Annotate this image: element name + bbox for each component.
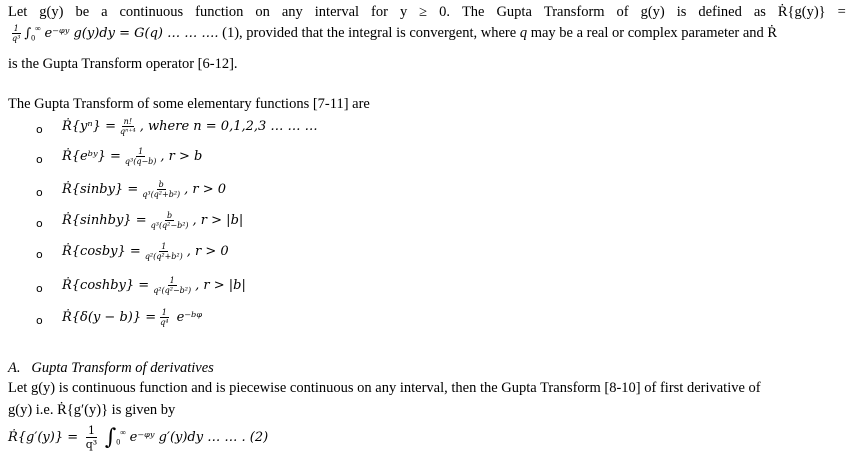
para1-word: Transform (543, 4, 605, 20)
para1-word: 0. (439, 4, 450, 20)
transform-item (62, 308, 202, 327)
section-text-1: Let g(y) is continuous function and is piecewise continuous on any interval, then the Gupta Transform [8-10] of first derivative of (8, 380, 761, 396)
para1-word: g(y) (640, 4, 665, 20)
item-lhs: Ṙ{δ(y − b)} = (62, 309, 157, 325)
para1-word: continuous (119, 4, 184, 20)
item-fraction: $\frac{1}{\text{q³(q−b)}}$ (124, 147, 157, 166)
bullet-marker: o (36, 217, 43, 230)
def-fraction: $\frac{1}{\text{q³}}$ (12, 24, 21, 43)
transform-item (62, 180, 226, 199)
para1-line2: $\frac{1}{\text{q³}}$ $\int_0^\infty$ e⁻ᵠʸ g(y)dy = G(q) … … …. (1), provided that the integral is convergent, where q may be a real or complex parameter and Ṙ (12, 24, 778, 43)
item-lhs: Ṙ{sinhby} = (62, 212, 147, 228)
para1-line1 (8, 4, 846, 21)
para1-word: = (837, 4, 846, 20)
transform-item (62, 117, 318, 136)
para1-word: is (676, 4, 687, 20)
para1-word: for (371, 4, 388, 20)
para1-word: Ṙ{g(y)} (777, 4, 826, 20)
para1-word: Let (8, 4, 28, 20)
para1-word: of (616, 4, 629, 20)
item-fraction: $\frac{b}{\text{q³(q²−b²)}}$ (150, 211, 189, 230)
item-condition: e⁻ᵇᵠ (172, 309, 203, 325)
item-lhs: Ṙ{sinby} = (62, 181, 139, 197)
transform-item (62, 242, 229, 261)
bullet-marker: o (36, 123, 43, 136)
para1-word: y (399, 4, 408, 20)
item-lhs: Ṙ{yⁿ} = (62, 118, 116, 134)
item-condition: , r > 0 (186, 243, 229, 259)
para1-word: a (101, 4, 108, 20)
bullet-marker: o (36, 186, 43, 199)
integral-symbol: ∫ (24, 25, 32, 41)
para1-word: interval (314, 4, 360, 20)
transform-item (62, 211, 243, 230)
para1-word: as (753, 4, 766, 20)
para1-word: Gupta (496, 4, 532, 20)
derivative-fraction: $\frac{1}{\text{q³}}$ (85, 424, 98, 451)
item-condition: , r > |b| (195, 277, 246, 293)
para1-line3: is the Gupta Transform operator [6-12]. (8, 56, 238, 72)
item-condition: , r > 0 (184, 181, 227, 197)
bullet-marker: o (36, 282, 43, 295)
para1-word: any (281, 4, 303, 20)
para1-word: The (461, 4, 485, 20)
section-heading: A. Gupta Transform of derivatives (8, 360, 214, 376)
para1-word: on (255, 4, 270, 20)
item-fraction: $\frac{b}{\text{q³(q²+b²)}}$ (142, 180, 181, 199)
bullet-marker: o (36, 248, 43, 261)
item-fraction: $\frac{1}{\text{q⁴}}$ (160, 308, 169, 327)
item-condition: , where n = 0,1,2,3 … … … (139, 118, 318, 134)
transform-item (62, 276, 246, 295)
integral-symbol: ∫ (104, 425, 117, 450)
item-fraction: $\frac{1}{\text{q²(q²+b²)}}$ (144, 242, 183, 261)
item-condition: , r > b (160, 148, 203, 164)
para1-word: g(y) (39, 4, 64, 20)
para1-word: function (195, 4, 244, 20)
section-text-2: g(y) i.e. Ṙ{g′(y)} is given by (8, 402, 176, 418)
def-expression: e⁻ᵠʸ g(y)dy = G(q) … … …. (44, 25, 219, 41)
bullet-marker: o (36, 153, 43, 166)
item-fraction: $\frac{1}{\text{q²(q²−b²)}}$ (153, 276, 192, 295)
intro-text: The Gupta Transform of some elementary functions [7-11] are (8, 96, 370, 112)
derivative-equation: Ṙ{g′(y)} = $\frac{1}{\text{q³}}$ $\int_0^\infty$ e⁻ᵠʸ g′(y)dy … … . (2) (8, 424, 269, 451)
item-lhs: Ṙ{eᵇʸ} = (62, 148, 121, 164)
para1-word: defined (698, 4, 742, 20)
transform-item (62, 147, 202, 166)
item-fraction: $\frac{n!}{\text{qⁿ⁺⁴}}$ (119, 117, 136, 136)
bullet-marker: o (36, 314, 43, 327)
para1-word: ≥ (419, 4, 428, 20)
item-lhs: Ṙ{coshby} = (62, 277, 150, 293)
para1-word: be (75, 4, 90, 20)
item-condition: , r > |b| (192, 212, 244, 228)
item-lhs: Ṙ{cosby} = (62, 243, 141, 259)
para1-line2-text: (1), provided that the integral is convergent, where (222, 24, 517, 41)
